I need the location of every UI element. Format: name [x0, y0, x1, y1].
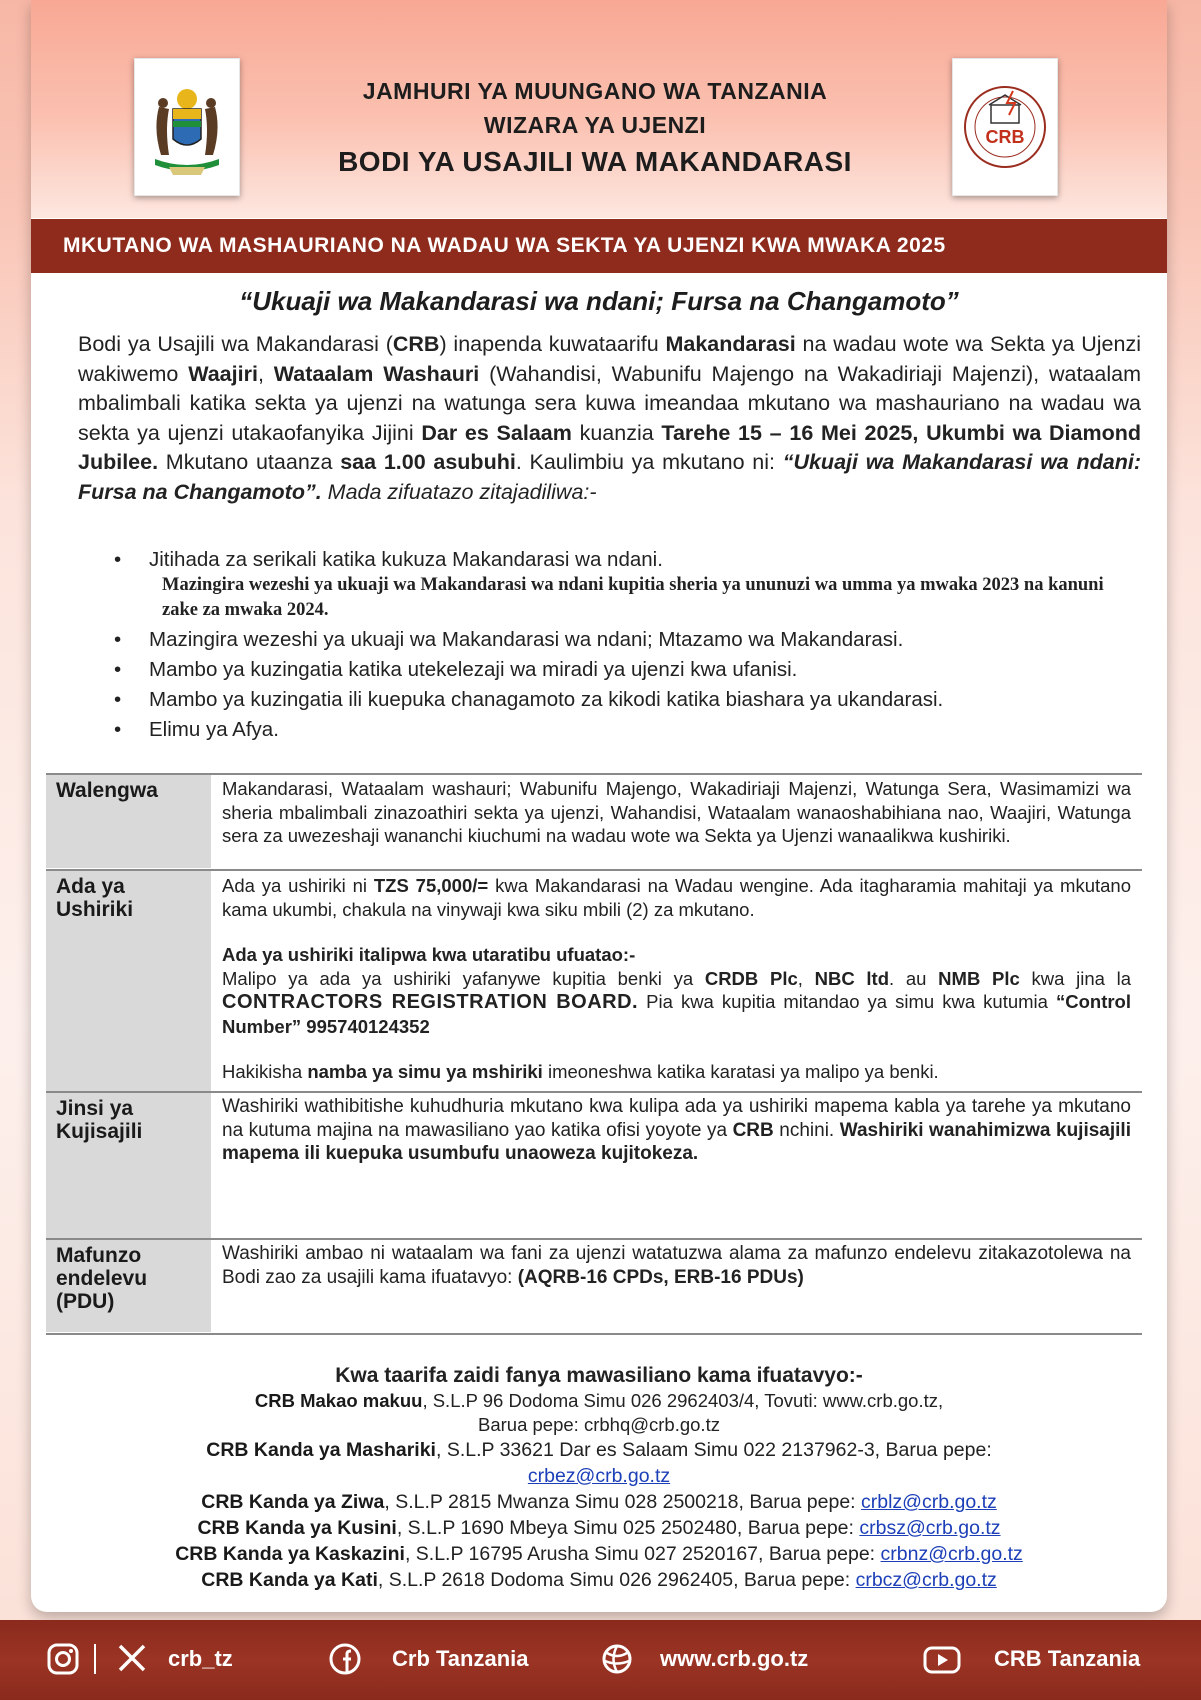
event-banner: MKUTANO WA MASHAURIANO NA WADAU WA SEKTA YA UJENZI KWA MWAKA 2025: [31, 219, 1167, 273]
label-mafunzo-endelevu: Mafunzo endelevu (PDU): [46, 1240, 211, 1332]
contact-central: CRB Kanda ya Kati, S.L.P 2618 Dodoma Simu 026 2962405, Barua pepe: crbcz@crb.go.tz: [201, 1569, 997, 1591]
email-link[interactable]: crbcz@crb.go.tz: [855, 1569, 997, 1591]
contact-south: CRB Kanda ya Kusini, S.L.P 1690 Mbeya Simu 025 2502480, Barua pepe: crbsz@crb.go.tz: [197, 1517, 1001, 1539]
email-link[interactable]: crbsz@crb.go.tz: [859, 1517, 1001, 1539]
email-link[interactable]: crbnz@crb.go.tz: [880, 1543, 1023, 1565]
tanzania-coat-of-arms-icon: [134, 58, 240, 196]
contact-north: CRB Kanda ya Kaskazini, S.L.P 16795 Arusha Simu 027 2520167, Barua pepe: crbnz@crb.go.tz: [175, 1543, 1023, 1565]
facebook-name[interactable]: Crb Tanzania: [392, 1646, 529, 1671]
header-republic: JAMHURI YA MUUNGANO WA TANZANIA: [362, 78, 828, 104]
topic-item: Mazingira wezeshi ya ukuaji wa Makandarasi wa ndani kupitia sheria ya ununuzi wa umma ya mwaka 2023 na kanuni zake za mwaka 2024.: [162, 575, 1104, 620]
topic-item: • Elimu ya Afya.: [114, 718, 279, 742]
footer-divider: [94, 1644, 96, 1674]
intro-paragraph: Bodi ya Usajili wa Makandarasi (CRB) inapenda kuwataarifu Makandarasi na wadau wote wa Sekta ya Ujenzi wakiwemo Waajiri, Wataalam Washauri (Wahandisi, Wabunifu Majengo na Wakadiriaji Majenzi), wataalam mbalimbali katika sekta ya ujenzi na watunga sera kuwa imeandaa mkutano wa mashauriano na wadau wa sekta ya ujenzi utakaofanyika Jijini Dar es Salaam kuanzia Tarehe 15 – 16 Mei 2025, Ukumbi wa Diamond Jubilee. Mkutano utaanza saa 1.00 asubuhi. Kaulimbiu ya mkutano ni: “Ukuaji wa Makandarasi wa ndani: Fursa na Changamoto”. Mada zifuatazo zitajadiliwa:-: [78, 332, 1141, 504]
text-jinsi-ya-kujisajili: Washiriki wathibitishe kuhudhuria mkutano kwa kulipa ada ya ushiriki mapema kabla ya tarehe ya mkutano na kutuma majina na mawasiliano yao katika ofisi yoyote ya CRB nchini. Washiriki wanahimizwa kujisajili mapema ili kuepuka usumbufu unaoweza kujitokeza.: [222, 1096, 1131, 1164]
youtube-name[interactable]: CRB Tanzania: [994, 1646, 1141, 1671]
contacts-heading: Kwa taarifa zaidi fanya mawasiliano kama ifuatavyo:-: [335, 1364, 863, 1387]
topic-item: • Mambo ya kuzingatia katika utekelezaji wa miradi ya ujenzi kwa ufanisi.: [114, 658, 797, 682]
crb-logo-icon: [952, 58, 1058, 196]
label-walengwa: Walengwa: [46, 775, 211, 868]
svg-text:CRB: CRB: [985, 127, 1025, 147]
x-handle[interactable]: crb_tz: [168, 1646, 233, 1671]
x-icon[interactable]: [116, 1642, 148, 1679]
topic-item: • Mambo ya kuzingatia ili kuepuka chanagamoto za kikodi katika biashara ya ukandarasi.: [114, 688, 943, 712]
label-ada-ya-ushiriki: Ada ya Ushiriki: [46, 871, 211, 1091]
youtube-icon[interactable]: [922, 1642, 962, 1681]
social-footer: [0, 1620, 1201, 1700]
email-link[interactable]: crbez@crb.go.tz: [527, 1465, 671, 1487]
contact-lake: CRB Kanda ya Ziwa, S.L.P 2815 Mwanza Simu 028 2500218, Barua pepe: crblz@crb.go.tz: [201, 1491, 997, 1513]
text-mafunzo-endelevu: Washiriki ambao ni wataalam wa fani za ujenzi watatuzwa alama za mafunzo endelevu zitakazotolewa na Bodi zao za usajili kama ifuatavyo: (AQRB-16 CPDs, ERB-16 PDUs): [222, 1243, 1131, 1288]
email-link[interactable]: crblz@crb.go.tz: [861, 1491, 997, 1513]
globe-icon[interactable]: [600, 1642, 634, 1681]
website-link[interactable]: www.crb.go.tz: [660, 1646, 809, 1671]
topic-item: • Jitihada za serikali katika kukuza Makandarasi wa ndani.: [114, 548, 663, 572]
header-board: BODI YA USAJILI WA MAKANDARASI: [338, 146, 852, 177]
table-divider: [46, 1333, 1142, 1335]
label-jinsi-ya-kujisajili: Jinsi ya Kujisajili: [46, 1093, 211, 1238]
facebook-icon[interactable]: [328, 1642, 362, 1681]
text-walengwa: Makandarasi, Wataalam washauri; Wabunifu Majengo, Wakadiriaji Majenzi, Watunga Sera, Wasimamizi wa sheria mbalimbali zinazoathiri sekta ya ujenzi, Wahandisi, Wataalam wanaoshabihiana nao, Waajiri, Watunga sera za uwezeshaji wananchi kiuchumi na wadau wote wa Sekta ya Ujenzi wanaalikwa kushiriki.: [222, 778, 1131, 846]
contact-hq: CRB Makao makuu, S.L.P 96 Dodoma Simu 026 2962403/4, Tovuti: www.crb.go.tz,: [254, 1390, 944, 1411]
text-ada-ya-ushiriki: Ada ya ushiriki ni TZS 75,000/= kwa Makandarasi na Wadau wengine. Ada itagharamia mahitaji ya mkutano kama ukumbi, chakula na vinywaji kwa siku mbili (2) za mkutano. Ada ya ushiriki italipwa kwa utaratibu ufuatao:- Malipo ya ada ya ushiriki yafanywe kupitia benki ya CRDB Plc, NBC ltd. au NMB Plc kwa jina la CONTRACTORS REGISTRATION BOARD. Pia kwa kupitia mitandao ya simu kwa kutumia “Control Number” 995740124352 Hakikisha namba ya simu ya mshiriki imeoneshwa katika karatasi ya malipo ya benki.: [222, 875, 1132, 1082]
contact-east-email: [31, 1465, 1167, 1488]
contact-east: CRB Kanda ya Mashariki, S.L.P 33621 Dar es Salaam Simu 022 2137962-3, Barua pepe:: [206, 1439, 992, 1461]
contact-hq-email: Barua pepe: crbhq@crb.go.tz: [478, 1414, 720, 1435]
topic-item: • Mazingira wezeshi ya ukuaji wa Makandarasi wa ndani; Mtazamo wa Makandarasi.: [114, 628, 903, 652]
event-tagline: “Ukuaji wa Makandarasi wa ndani; Fursa na Changamoto”: [239, 286, 959, 316]
header-ministry: WIZARA YA UJENZI: [483, 112, 707, 138]
instagram-icon[interactable]: [46, 1642, 80, 1681]
